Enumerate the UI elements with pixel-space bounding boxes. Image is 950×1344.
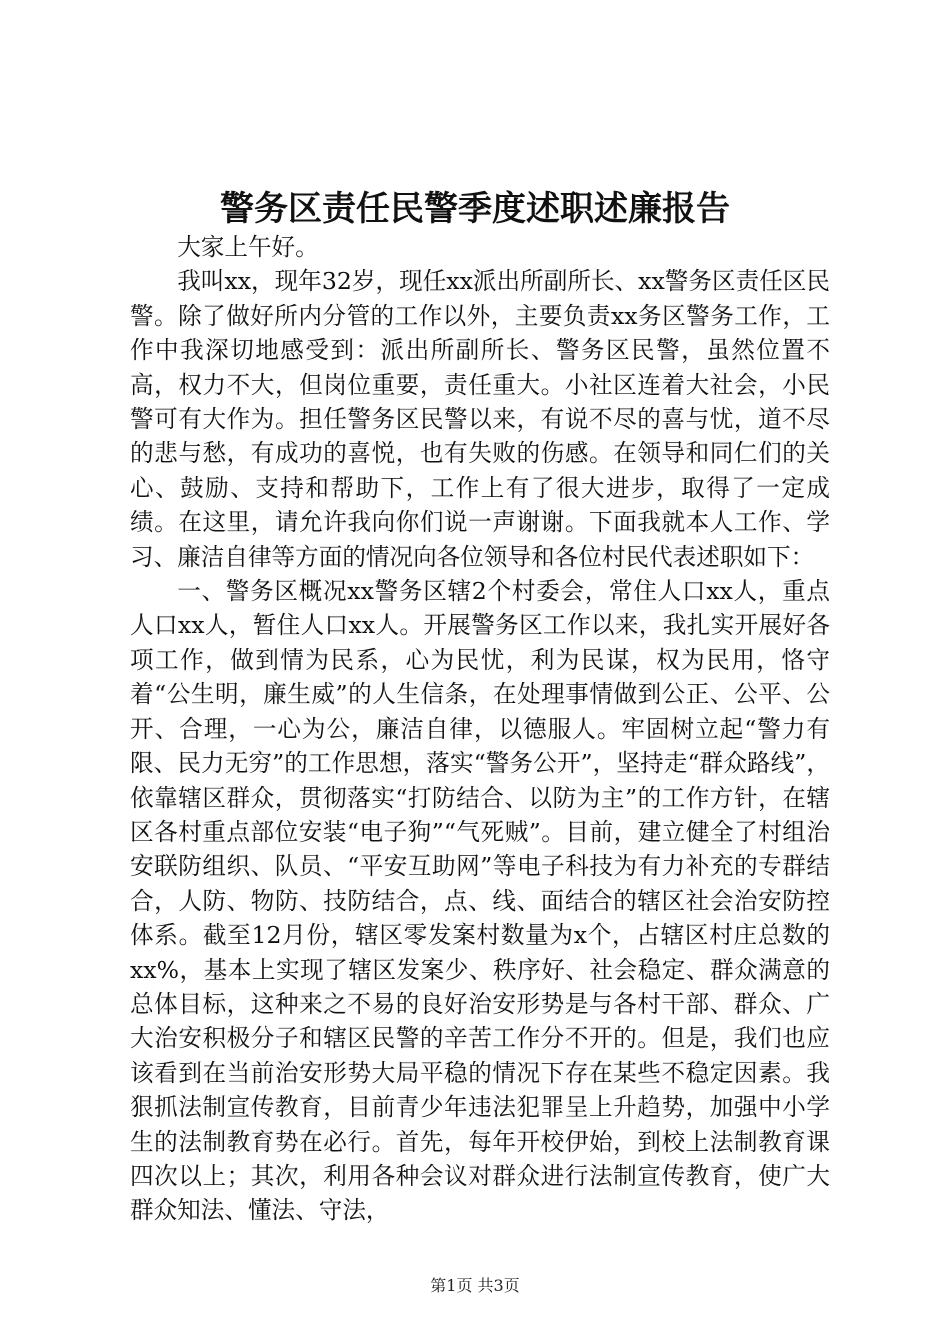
paragraph-greeting: 大家上午好。	[177, 233, 319, 261]
document-body	[130, 230, 830, 1228]
paragraph-introduction: 我叫xx，现年32岁，现任xx派出所副所长、xx警务区责任区民警。除了做好所内分管的工作以外，主要负责xx务区警务工作，工作中我深切地感受到：派出所副所长、警务区民警，虽然位置不高，权力不大，但岗位重要，责任重大。小社区连着大社会，小民警可有大作为。担任警务区民警以来，有说不尽的喜与忧，道不尽的悲与愁，有成功的喜悦，也有失败的伤感。在领导和同仁们的关心、鼓励、支持和帮助下，工作上有了很大进步，取得了一定成绩。在这里，请允许我向你们说一声谢谢。下面我就本人工作、学习、廉洁自律等方面的情况向各位领导和各位村民代表述职如下：	[130, 267, 830, 571]
document-title: 警务区责任民警季度述职述廉报告	[220, 189, 730, 229]
paragraph-overview: 一、警务区概况xx警务区辖2个村委会，常住人口xx人，重点人口xx人，暂住人口xx人。开展警务区工作以来，我扎实开展好各项工作，做到情为民系，心为民忧，利为民谋，权为民用，恪守着“公生明，廉生威”的人生信条，在处理事情做到公正、公平、公开、合理，一心为公，廉洁自律，以德服人。牢固树立起“警力有限、民力无穷”的工作思想，落实“警务公开”，坚持走“群众路线”，依靠辖区群众，贯彻落实“打防结合、以防为主”的工作方针，在辖区各村重点部位安装“电子狗”“气死贼”。目前，建立健全了村组治安联防组织、队员、“平安互助网”等电子科技为有力补充的专群结合，人防、物防、技防结合，点、线、面结合的辖区社会治安防控体系。截至12月份，辖区零发案村数量为x个，占辖区村庄总数的xx%，基本上实现了辖区发案少、秩序好、社会稳定、群众满意的总体目标，这种来之不易的良好治安形势是与各村干部、群众、广大治安积极分子和辖区民警的辛苦工作分不开的。但是，我们也应该看到在当前治安形势大局平稳的情况下存在某些不稳定因素。我狠抓法制宣传教育，目前青少年违法犯罪呈上升趋势，加强中小学生的法制教育势在必行。首先，每年开校伊始，到校上法制教育课四次以上；其次，利用各种会议对群众进行法制宣传教育，使广大群众知法、懂法、守法，	[130, 577, 830, 1225]
page-footer: 第1页 共3页	[430, 1276, 520, 1295]
